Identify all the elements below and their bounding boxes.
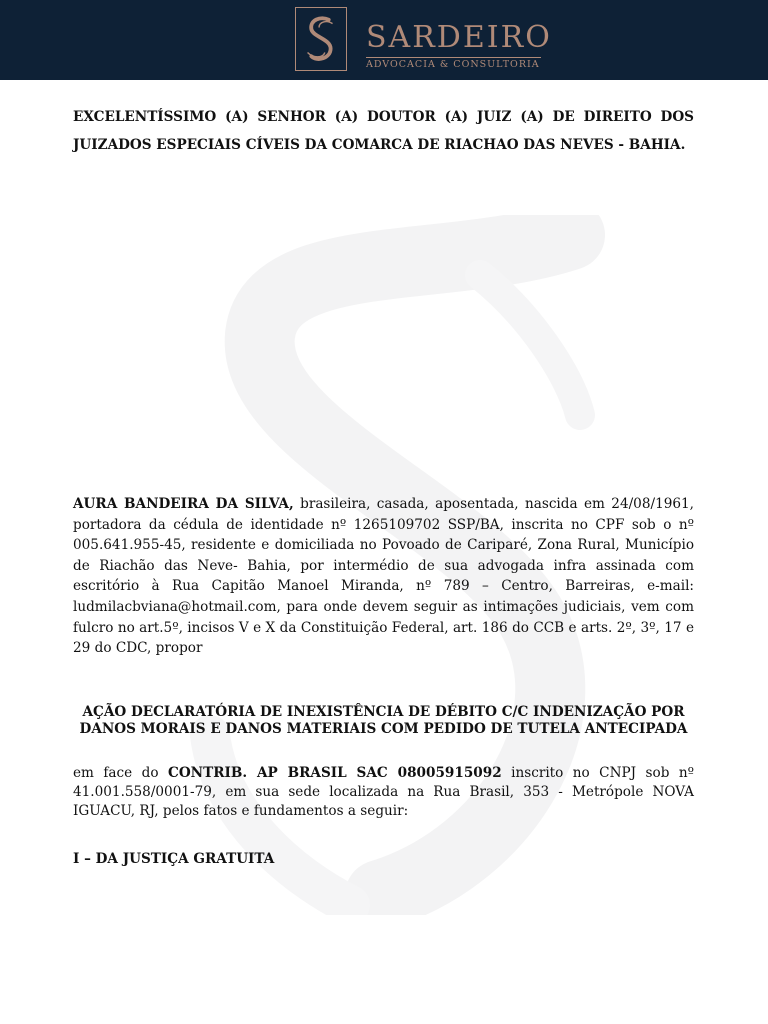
addressee-heading: EXCELENTÍSSIMO (A) SENHOR (A) DOUTOR (A) JUIZ (A) DE DIREITO DOS JUIZADOS ESPECIAIS CÍVEIS DA COMARCA DE RIACHAO DAS NEVES - BAHIA. — [73, 109, 694, 153]
action-title — [73, 704, 694, 738]
party-name: AURA BANDEIRA DA SILVA, — [73, 496, 294, 512]
defendant-prefix: em face do — [73, 765, 169, 781]
action-title-line-2: DANOS MORAIS E DANOS MATERIAIS COM PEDIDO DE TUTELA ANTECIPADA — [79, 721, 688, 737]
section-heading: I – DA JUSTIÇA GRATUITA — [73, 851, 275, 867]
action-title-line-1: AÇÃO DECLARATÓRIA DE INEXISTÊNCIA DE DÉBITO C/C INDENIZAÇÃO POR — [82, 704, 685, 720]
defendant-name: CONTRIB. AP BRASIL SAC 08005915092 — [168, 765, 502, 781]
qualification-text: brasileira, casada, aposentada, nascida em 24/08/1961, portadora da cédula de identidade nº 1265109702 SSP/BA, inscrita no CPF sob o nº 005.641.955-45, residente e domiciliada no Povoado de Cariparé, Zona Rural, Município de Riachão das Neve- Bahia, por intermédio de sua advogada infra assinada com escritório à Rua Capitão Manoel Miranda, nº 789 – Centro, Barreiras, e-mail: ludmilacbviana@hotmail.com, para onde devem seguir as intimações judiciais, vem com fulcro no art.5º, incisos V e X da Constituição Federal, art. 186 do CCB e arts. 2º, 3º, 17 e 29 do CDC, propor — [73, 496, 694, 657]
qualification-paragraph — [73, 494, 694, 659]
sardeiro-logo-icon — [295, 7, 347, 71]
letterhead — [0, 0, 768, 80]
defendant-text: inscrito no CNPJ sob nº 41.001.558/0001-79, em sua sede localizada na Rua Brasil, 353 - Metrópole NOVA IGUACU, RJ, pelos fatos e fundamentos a seguir: — [73, 765, 695, 819]
brand-tagline: ADVOCACIA & CONSULTORIA — [366, 59, 540, 70]
defendant-paragraph — [73, 764, 694, 821]
brand-name: SARDEIRO — [366, 20, 552, 55]
